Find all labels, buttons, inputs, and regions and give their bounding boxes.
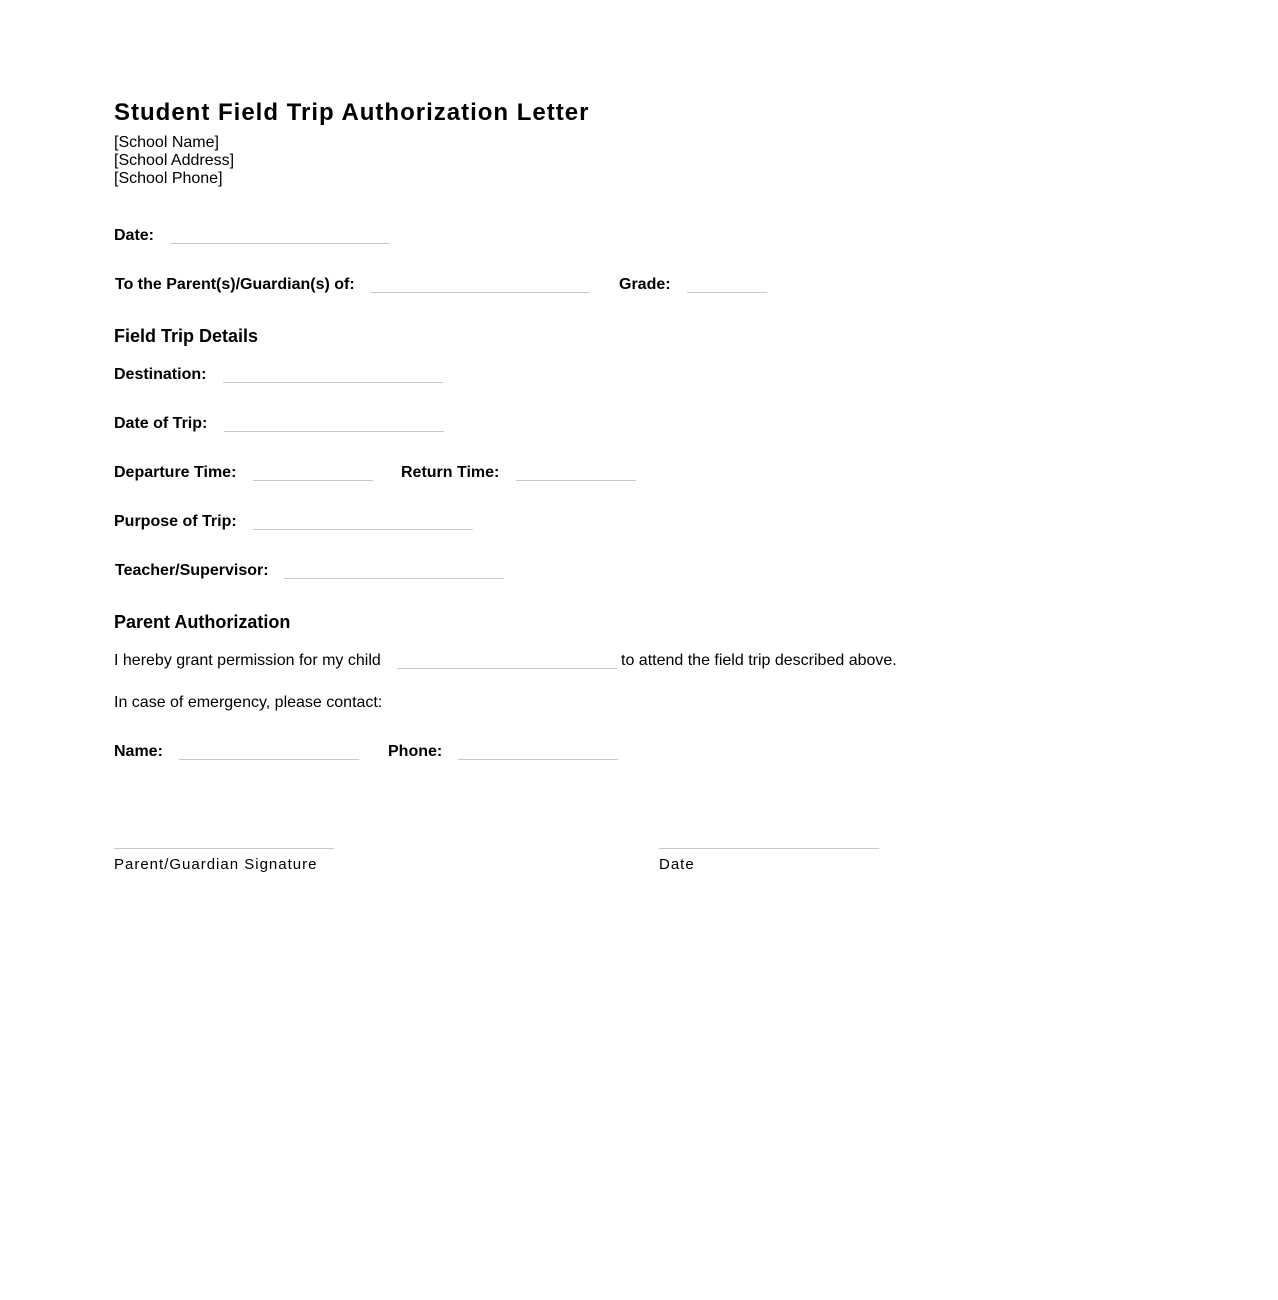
school-name: [School Name] (114, 134, 219, 151)
return-time-field[interactable] (516, 480, 636, 481)
departure-time-label: Departure Time: (114, 464, 237, 481)
teacher-supervisor-field[interactable] (284, 578, 504, 579)
purpose-field[interactable] (253, 529, 473, 530)
parent-authorization-heading: Parent Authorization (114, 612, 291, 632)
emergency-name-field[interactable] (179, 759, 359, 760)
school-phone: [School Phone] (114, 170, 223, 187)
permission-text-prefix: I hereby grant permission for my child (114, 652, 381, 669)
emergency-phone-field[interactable] (458, 759, 618, 760)
grade-field[interactable] (687, 292, 767, 293)
purpose-label: Purpose of Trip: (114, 513, 237, 530)
destination-field[interactable] (223, 382, 443, 383)
permission-text-suffix: to attend the field trip described above. (621, 652, 897, 669)
parent-signature-line[interactable] (114, 848, 334, 849)
return-time-label: Return Time: (401, 464, 500, 481)
teacher-supervisor-label: Teacher/Supervisor: (115, 562, 269, 579)
child-name-field[interactable] (397, 668, 617, 669)
field-trip-details-heading: Field Trip Details (114, 326, 259, 346)
date-field[interactable] (170, 243, 390, 244)
emergency-phone-label: Phone: (388, 743, 443, 760)
signature-date-caption: Date (659, 856, 695, 873)
date-of-trip-field[interactable] (224, 431, 444, 432)
school-address: [School Address] (114, 152, 235, 169)
date-of-trip-label: Date of Trip: (114, 415, 208, 432)
student-name-field[interactable] (370, 292, 590, 293)
destination-label: Destination: (114, 366, 207, 383)
date-label: Date: (114, 227, 155, 244)
parent-guardian-label: To the Parent(s)/Guardian(s) of: (115, 276, 355, 293)
parent-signature-caption: Parent/Guardian Signature (114, 856, 318, 873)
grade-label: Grade: (619, 276, 671, 293)
emergency-contact-text: In case of emergency, please contact: (114, 694, 383, 711)
departure-time-field[interactable] (253, 480, 373, 481)
emergency-name-label: Name: (114, 743, 163, 760)
letter-title: Student Field Trip Authorization Letter (114, 99, 590, 126)
signature-date-line[interactable] (659, 848, 879, 849)
